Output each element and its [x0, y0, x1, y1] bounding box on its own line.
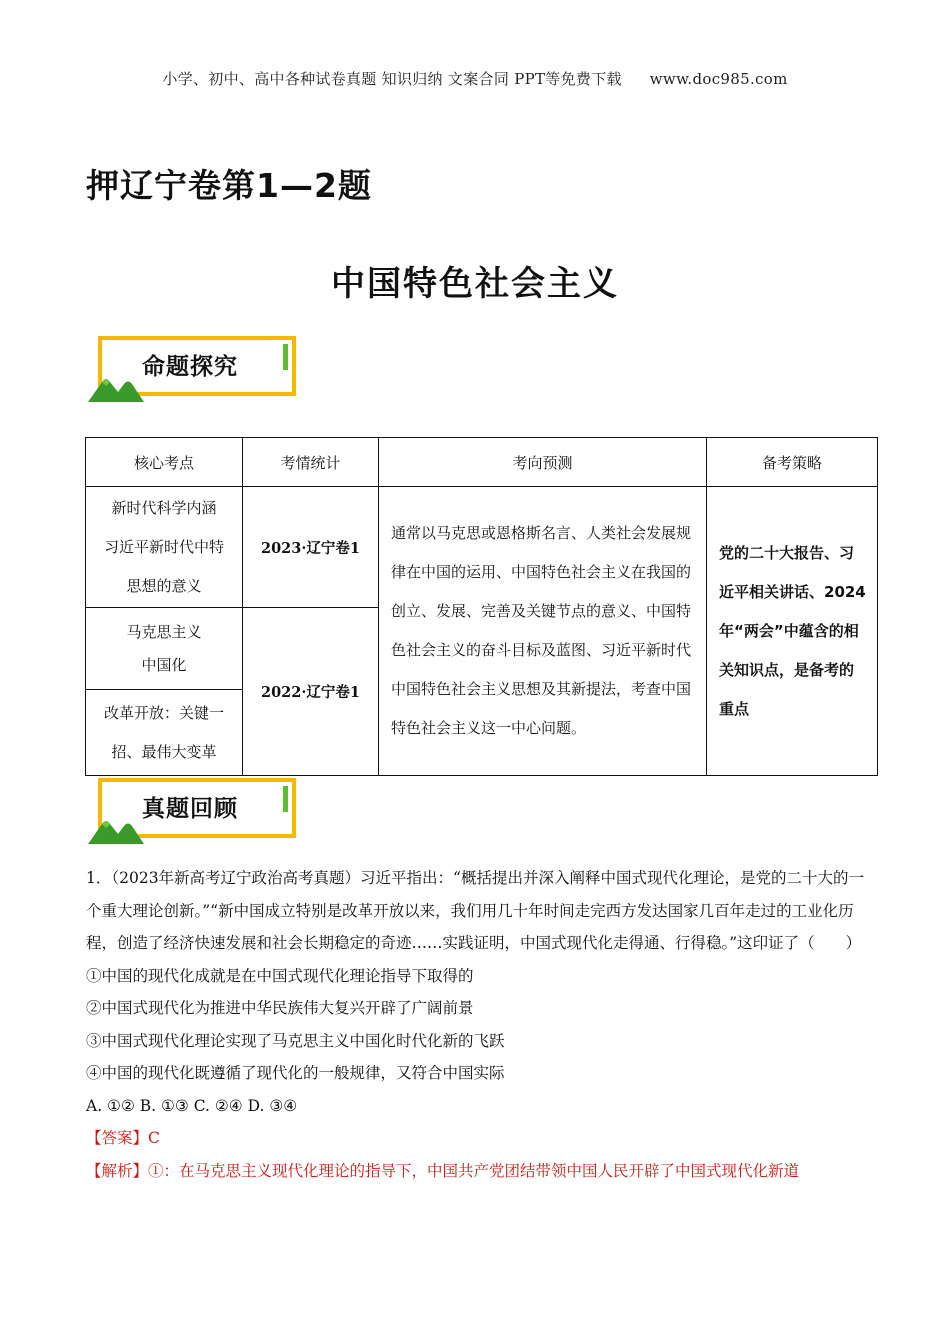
banner-label: 真题回顾 — [142, 796, 238, 822]
question-block — [86, 862, 866, 1187]
point-line: 改革开放：关键一 — [103, 703, 224, 722]
banner-explore — [88, 336, 298, 402]
header-site[interactable]: www.doc985.com — [649, 70, 788, 88]
page-header — [0, 68, 950, 89]
point-line: 招、最伟大变革 — [111, 742, 217, 761]
banner-accent-bar — [283, 344, 288, 370]
sub-title: 中国特色社会主义 — [331, 264, 619, 304]
answer-line — [86, 1122, 866, 1155]
point-cell — [86, 690, 243, 776]
answer-tag: 【答案】 — [86, 1129, 149, 1147]
header-cell: 考情统计 — [243, 438, 379, 487]
exam-table — [85, 437, 878, 776]
stat-cell: 2022·辽宁卷1 — [243, 608, 379, 776]
question-stem: 1．（2023年新高考辽宁政治高考真题）习近平指出：“概括提出并深入阐释中国式现代化理论，是党的二十大的一个重大理论创新。”“新中国成立特别是改革开放以来，我们用几十年时间走完西方发达国家几百年走过的工业化历程，创造了经济快速发展和社会长期稳定的奇迹……实践证明，中国式现代化走得通、行得稳。”这印证了（ ） — [86, 869, 864, 952]
banner-review — [88, 778, 298, 844]
banner-accent-bar — [283, 786, 288, 812]
point-line: 习近平新时代中特 — [103, 537, 224, 556]
banner-label: 命题探究 — [142, 354, 238, 380]
header-cell: 核心考点 — [86, 438, 243, 487]
point-line: 中国化 — [141, 655, 187, 674]
main-title: 押辽宁卷第1—2题 — [86, 166, 372, 205]
mountain-icon — [88, 810, 148, 844]
choices-line: A. ①② B. ①③ C. ②④ D. ③④ — [86, 1096, 298, 1115]
header-cell: 考向预测 — [379, 438, 707, 487]
point-line: 马克思主义 — [126, 622, 202, 641]
point-cell — [86, 487, 243, 608]
header-cell: 备考策略 — [707, 438, 878, 487]
option-line: ③中国式现代化理论实现了马克思主义中国化时代化新的飞跃 — [86, 1031, 505, 1050]
analysis-text: ①：在马克思主义现代化理论的指导下，中国共产党团结带领中国人民开辟了中国式现代化新道 — [148, 1161, 800, 1180]
stat-cell: 2023·辽宁卷1 — [243, 487, 379, 608]
analysis-line — [86, 1155, 866, 1188]
table-header-row — [86, 438, 878, 487]
point-line: 思想的意义 — [126, 576, 202, 595]
option-line: ②中国式现代化为推进中华民族伟大复兴开辟了广阔前景 — [86, 999, 474, 1017]
mountain-icon — [88, 368, 148, 402]
analysis-tag: 【解析】 — [86, 1161, 149, 1180]
point-line: 新时代科学内涵 — [111, 498, 217, 517]
header-text: 小学、初中、高中各种试卷真题 知识归纳 文案合同 PPT等免费下载 — [162, 70, 622, 88]
strategy-cell: 党的二十大报告、习近平相关讲话、2024年“两会”中蕴含的相关知识点，是备考的重点 — [707, 487, 878, 776]
table-row — [86, 487, 878, 608]
answer-value: C — [148, 1129, 160, 1147]
point-cell — [86, 608, 243, 690]
option-line: ①中国的现代化成就是在中国式现代化理论指导下取得的 — [86, 966, 474, 985]
option-line: ④中国的现代化既遵循了现代化的一般规律，又符合中国实际 — [86, 1064, 505, 1082]
prediction-cell: 通常以马克思或恩格斯名言、人类社会发展规律在中国的运用、中国特色社会主义在我国的创立、发展、完善及关键节点的意义、中国特色社会主义的奋斗目标及蓝图、习近平新时代中国特色社会主义思想及其新提法，考查中国特色社会主义这一中心问题。 — [379, 487, 707, 776]
